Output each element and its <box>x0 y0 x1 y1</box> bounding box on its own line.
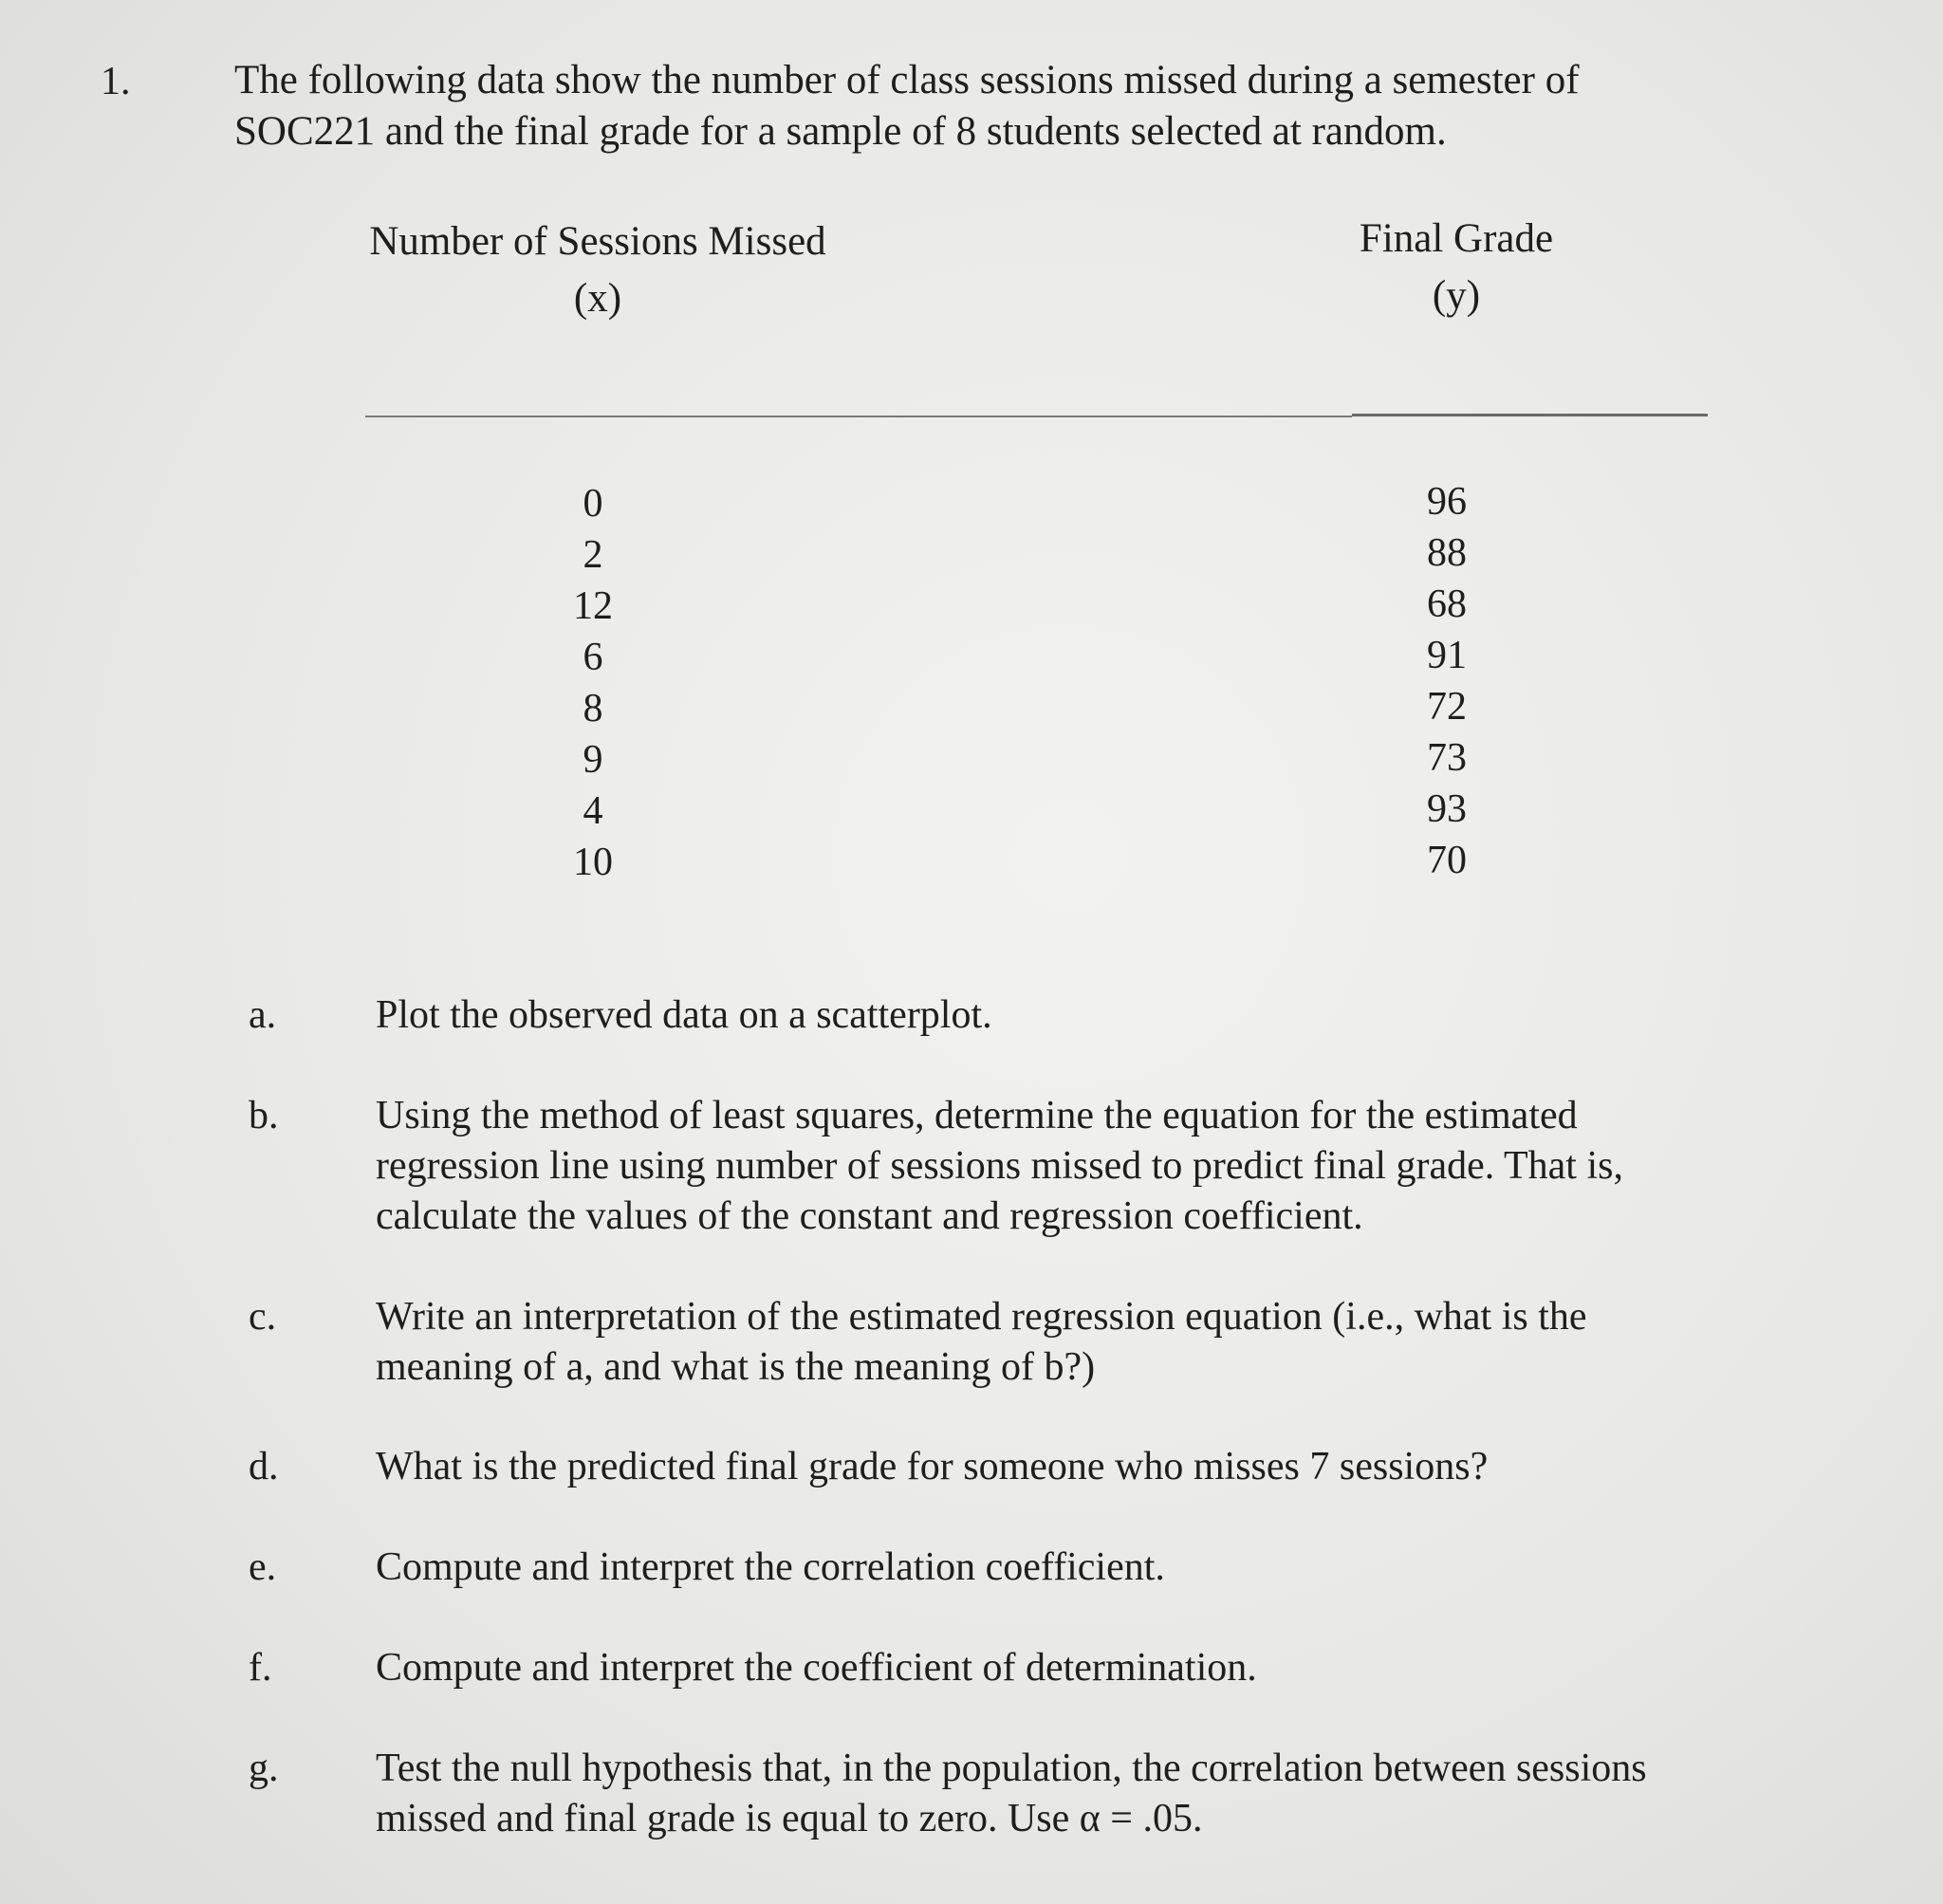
part-text: Test the null hypothesis that, in the population, the correlation between sessions missed and final grade is equal to zero. Use α = .05. <box>376 1747 1647 1840</box>
y-value: 93 <box>1427 787 1467 831</box>
part-text: Compute and interpret the correlation coefficient. <box>376 1545 1165 1589</box>
table-header-rule <box>365 416 1352 417</box>
x-value: 4 <box>583 789 603 833</box>
part-letter: b. <box>249 1094 279 1137</box>
column-header-final-grade <box>1319 211 1594 324</box>
x-value: 0 <box>583 482 603 526</box>
x-value: 2 <box>583 533 603 577</box>
part-letter: d. <box>249 1445 279 1488</box>
part-letter: e. <box>249 1545 277 1589</box>
x-value: 9 <box>583 738 603 782</box>
column-symbol-x: (x) <box>573 276 622 321</box>
part-letter: a. <box>249 993 277 1037</box>
x-value: 8 <box>583 687 603 730</box>
column-header-sessions-missed <box>351 213 844 327</box>
y-value: 68 <box>1427 582 1467 626</box>
table-header-rule-right <box>1352 414 1708 416</box>
part-letter: f. <box>249 1646 272 1690</box>
part-text: Write an interpretation of the estimated regression equation (i.e., what is the meaning of a, and what is the meaning of b?) <box>376 1295 1587 1389</box>
x-value: 10 <box>573 841 613 884</box>
part-letter: c. <box>249 1295 277 1339</box>
final-grade-values <box>1404 476 1490 886</box>
x-value: 6 <box>583 636 603 679</box>
part-text: Plot the observed data on a scatterplot. <box>376 993 992 1037</box>
column-symbol-y: (y) <box>1432 273 1481 318</box>
sessions-missed-values <box>555 478 631 888</box>
question-number: 1. <box>101 60 131 103</box>
y-value: 88 <box>1427 531 1467 575</box>
part-text: What is the predicted final grade for someone who misses 7 sessions? <box>376 1445 1489 1488</box>
y-value: 91 <box>1427 634 1467 677</box>
y-value: 70 <box>1427 839 1467 882</box>
part-text: Using the method of least squares, determine the equation for the estimated regression line using number of sessions missed to predict final grade. That is, calculate the values of the constant and regression coefficient. <box>376 1094 1623 1238</box>
question-prompt: The following data show the number of class sessions missed during a semester of SOC221 and the final grade for a sample of 8 students selected at random. <box>234 58 1580 154</box>
part-letter: g. <box>249 1747 279 1790</box>
y-value: 73 <box>1427 736 1467 780</box>
column-title-y: Final Grade <box>1359 216 1554 261</box>
y-value: 96 <box>1427 480 1467 524</box>
x-value: 12 <box>573 584 613 628</box>
column-title-x: Number of Sessions Missed <box>369 219 826 264</box>
part-text: Compute and interpret the coefficient of determination. <box>376 1646 1257 1690</box>
y-value: 72 <box>1427 685 1467 729</box>
